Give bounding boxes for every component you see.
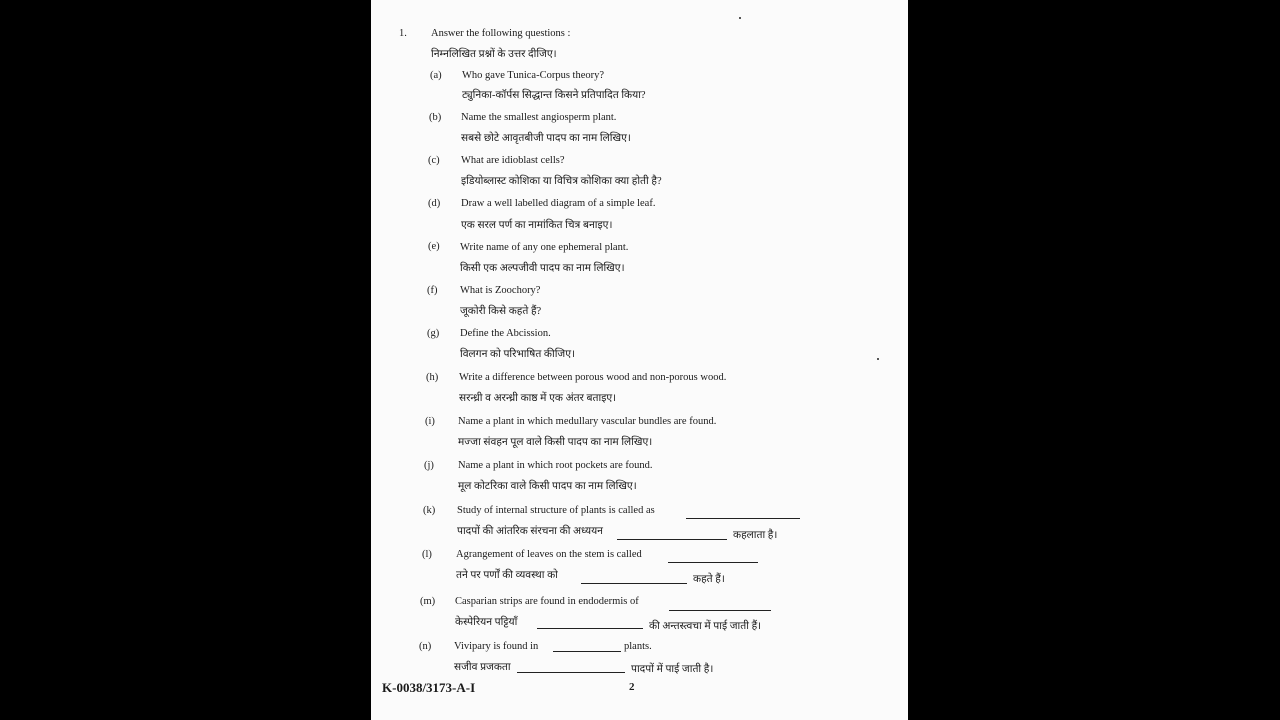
- item-label: (f): [427, 285, 438, 296]
- answer-blank: [537, 628, 643, 629]
- answer-blank: [668, 562, 758, 563]
- paper-code: K-0038/3173-A-I: [382, 680, 476, 695]
- item-hi-post: की अन्तस्त्वचा में पाई जाती हैं।: [649, 621, 762, 632]
- answer-blank: [517, 672, 625, 673]
- item-label: (a): [430, 70, 442, 81]
- answer-blank: [686, 518, 800, 519]
- item-hi-pre: तने पर पर्णों की व्यवस्था को: [456, 570, 558, 581]
- instruction-en: Answer the following questions :: [431, 28, 571, 39]
- item-label: (b): [429, 112, 442, 123]
- item-en: Study of internal structure of plants is called as: [457, 505, 655, 516]
- scan-speck: [739, 17, 741, 19]
- item-label: (i): [425, 416, 435, 427]
- item-en: What are idioblast cells?: [461, 155, 565, 166]
- item-hi: सरन्ध्री व अरन्ध्री काष्ठ में एक अंतर बताइए।: [459, 393, 617, 404]
- item-label: (h): [426, 372, 439, 383]
- item-en: Write a difference between porous wood and non-porous wood.: [459, 372, 727, 383]
- item-hi-pre: पादपों की आंतरिक संरचना की अध्ययन: [457, 526, 604, 537]
- item-hi-pre: केस्पेरियन पट्टियाँ: [455, 617, 518, 628]
- question-number: 1.: [399, 28, 407, 39]
- item-label: (j): [424, 460, 434, 471]
- item-en: Name the smallest angiosperm plant.: [461, 112, 617, 123]
- item-en: What is Zoochory?: [460, 285, 541, 296]
- item-en: Name a plant in which root pockets are found.: [458, 460, 653, 471]
- item-en-pre: Vivipary is found in: [454, 641, 539, 652]
- item-hi: जूकोरी किसे कहते हैं?: [460, 306, 542, 317]
- scan-speck: [877, 358, 879, 360]
- item-en: Agrangement of leaves on the stem is called: [456, 549, 642, 560]
- item-label: (e): [428, 241, 440, 252]
- item-en: Draw a well labelled diagram of a simple leaf.: [461, 198, 656, 209]
- item-hi: मूल कोटरिका वाले किसी पादप का नाम लिखिए।: [458, 481, 637, 492]
- item-hi: ट्युनिका-कॉर्पस सिद्धान्त किसने प्रतिपादित किया?: [462, 90, 646, 101]
- item-hi-pre: सजीव प्रजकता: [454, 662, 511, 673]
- item-hi: इडियोब्लास्ट कोशिका या विचित्र कोशिका क्या होती है?: [461, 176, 662, 187]
- item-en: Who gave Tunica-Corpus theory?: [462, 70, 605, 81]
- exam-page: [371, 0, 908, 720]
- item-hi: किसी एक अल्पजीवी पादप का नाम लिखिए।: [460, 263, 625, 274]
- item-label: (n): [419, 641, 432, 652]
- item-hi: विलगन को परिभाषित कीजिए।: [460, 349, 576, 360]
- answer-blank: [581, 583, 687, 584]
- item-hi-post: कहलाता है।: [733, 530, 778, 541]
- item-label: (l): [422, 549, 432, 560]
- answer-blank: [617, 539, 727, 540]
- item-en: Casparian strips are found in endodermis of: [455, 596, 639, 607]
- item-en-post: plants.: [624, 641, 652, 652]
- item-hi: सबसे छोटे आवृतबीजी पादप का नाम लिखिए।: [461, 133, 631, 144]
- item-label: (d): [428, 198, 441, 209]
- item-hi: मज्जा संवहन पूल वाले किसी पादप का नाम लिखिए।: [458, 437, 653, 448]
- item-hi-post: पादपों में पाई जाती है।: [631, 664, 714, 675]
- item-en: Name a plant in which medullary vascular bundles are found.: [458, 416, 717, 427]
- answer-blank: [553, 651, 621, 652]
- instruction-hi: निम्नलिखित प्रश्नों के उत्तर दीजिए।: [431, 49, 557, 60]
- item-hi-post: कहते हैं।: [693, 574, 725, 585]
- item-label: (m): [420, 596, 436, 607]
- item-hi: एक सरल पर्ण का नामांकित चित्र बनाइए।: [461, 220, 613, 231]
- item-en: Define the Abcission.: [460, 328, 551, 339]
- item-label: (g): [427, 328, 440, 339]
- answer-blank: [669, 610, 771, 611]
- page-number: 2: [629, 681, 635, 693]
- item-label: (c): [428, 155, 440, 166]
- item-label: (k): [423, 505, 436, 516]
- item-en: Write name of any one ephemeral plant.: [460, 242, 629, 253]
